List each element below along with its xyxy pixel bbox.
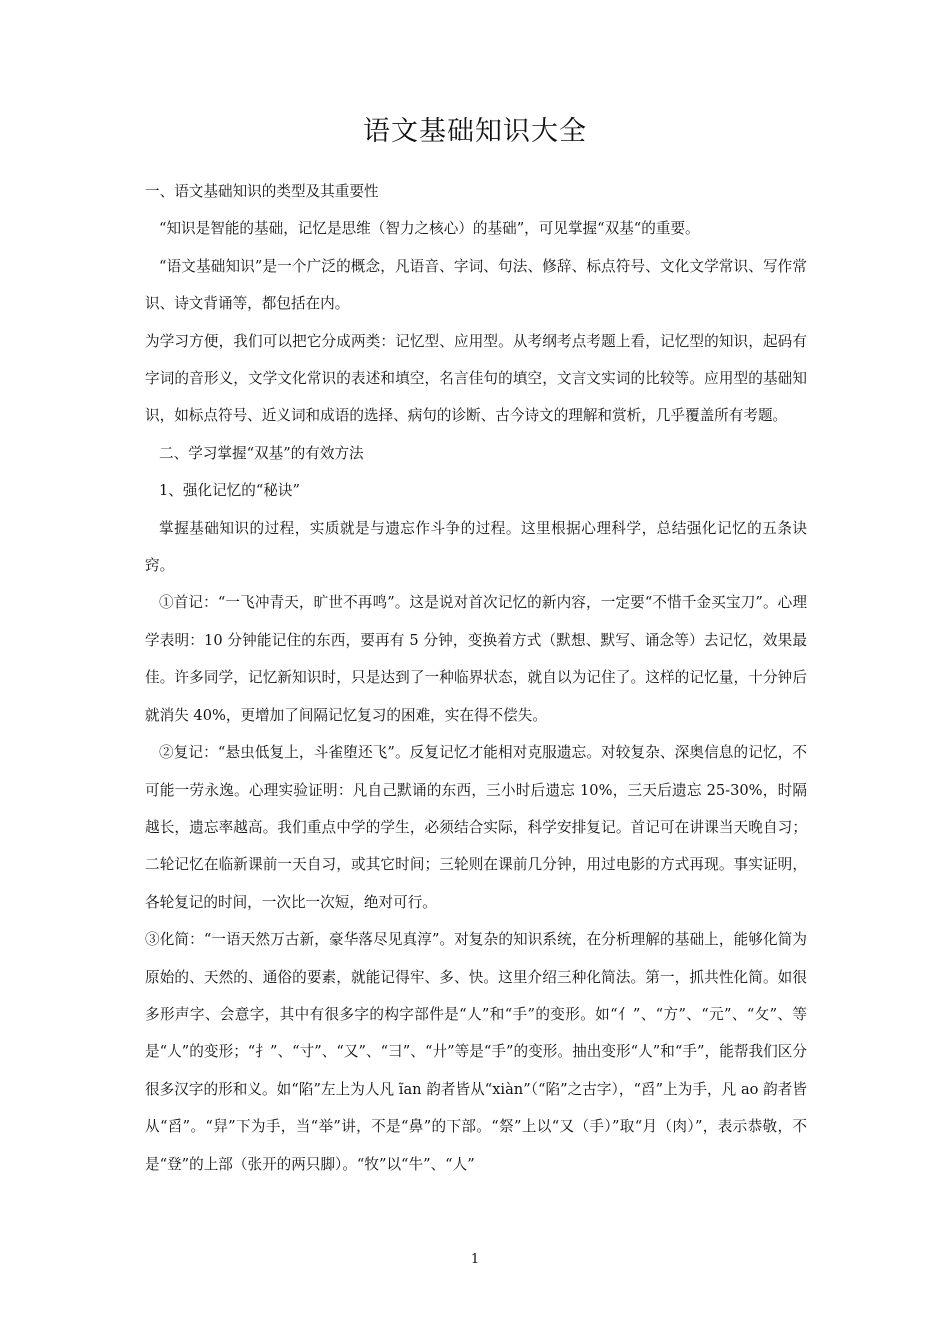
paragraph: “语文基础知识”是一个广泛的概念，凡语音、字词、句法、修辞、标点符号、文化文学常识、写作常识、诗文背诵等，都包括在内。 (145, 257, 807, 313)
paragraph: “知识是智能的基础，记忆是思维（智力之核心）的基础”，可见掌握“双基“的重要。 (159, 220, 700, 238)
document-title: 语文基础知识大全 (363, 116, 587, 147)
section-heading-1: 一、语文基础知识的类型及其重要性 (145, 183, 379, 200)
paragraph: ②复记：“悬虫低复上，斗雀堕还飞”。反复记忆才能相对克服遗忘。对较复杂、深奥信息的记忆，不可能一劳永逸。心理实验证明：凡自己默诵的东西，三小时后遗忘 10%，三天后遗忘 25-30%，时隔越长，遗忘率越高。我们重点中学的学生，必须结合实际，科学安排复记。首记可在讲课当天晚自习；二轮记忆在临新课前一天自习，或其它时间；三轮则在课前几分钟，用过电影的方式再现。事实证明，各轮复记的时间，一次比一次短，绝对可行。 (145, 744, 807, 911)
paragraph: 掌握基础知识的过程，实质就是与遗忘作斗争的过程。这里根据心理科学，总结强化记忆的五条诀窍。 (145, 519, 807, 575)
subsection-heading: 1、强化记忆的“秘诀” (159, 482, 300, 500)
section-heading-2: 二、学习掌握“双基”的有效方法 (159, 444, 364, 462)
paragraph: ①首记：“一飞冲青天，旷世不再鸣”。这是说对首次记忆的新内容，一定要“不惜千金买宝刀”。心理学表明：10 分钟能记住的东西，要再有 5 分钟，变换着方式（默想、默写、诵念等）去记忆，效果最佳。许多同学，记忆新知识时，只是达到了一种临界状态，就自以为记住了。这样的记忆量，十分钟后就消失 40%，更增加了间隔记忆复习的困难，实在得不偿失。 (145, 594, 807, 724)
page-number: 1 (470, 1252, 480, 1267)
paragraph: ③化简：“一语天然万古新，豪华落尽见真淳”。对复杂的知识系统，在分析理解的基础上，能够化简为原始的、天然的、通俗的要素，就能记得牢、多、快。这里介绍三种化简法。第一，抓共性化简。如很多形声字、会意字，其中有很多字的构字部件是“人”和“手”的变形。如“亻”、“方”、“元”、“攵”、等是“人”的变形；“扌”、“寸”、“又”、“彐”、“廾”等是“手”的变形。抽出变形“人”和“手”，能帮我们区分很多汉字的形和义。如“陷”左上为人凡 ĩan 韵者皆从“xiàn”（“陷”之古字），“舀”上为手，凡 ao 韵者皆从“舀”。“舁”下为手，当“举”讲，不是“鼻”的下部。“祭”上以“又（手）”取“月（肉）”，表示恭敬，不是“登”的上部（张开的两只脚）。“牧”以“牛”、“人” (145, 931, 807, 1173)
paragraph: 为学习方便，我们可以把它分成两类：记忆型、应用型。从考纲考点考题上看，记忆型的知识，起码有字词的音形义，文学文化常识的表述和填空，名言佳句的填空，文言文实词的比较等。应用型的基础知识，如标点符号、近义词和成语的选择、病句的诊断、古今诗文的理解和赏析，几乎覆盖所有考题。 (145, 332, 807, 425)
document-body (145, 173, 807, 1183)
